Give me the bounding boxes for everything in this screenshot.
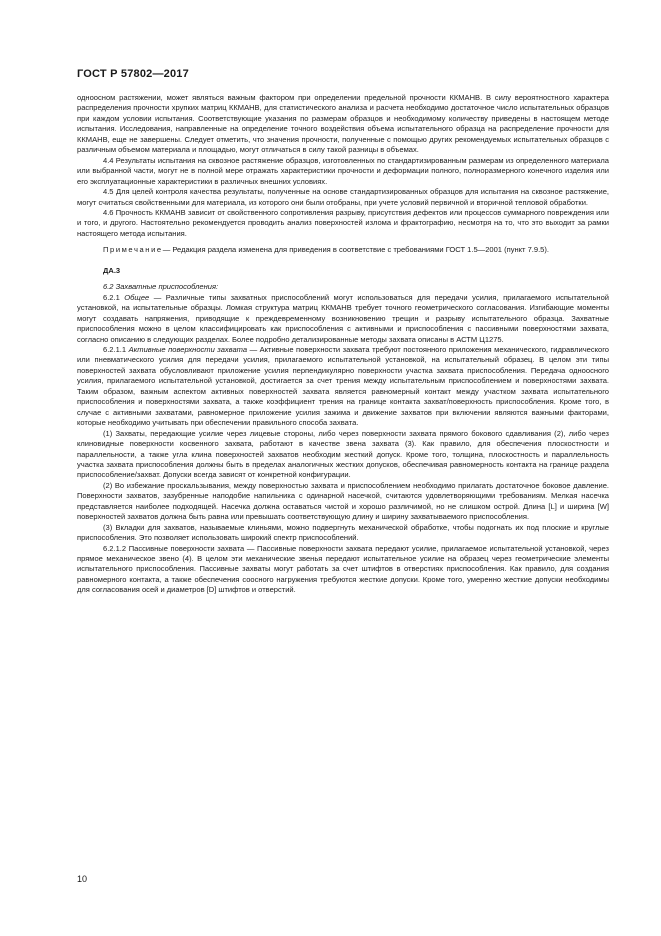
paragraph-continuation: одноосном растяжении, может являться важным фактором при определении предельной прочности ККМАНВ. В силу вероятностного характера распределения прочности хрупких матриц ККМАНВ, для статистического анализа и расчета необходимо достаточное число испытательных образцов при каждом условии испытания. Соответствующие указания по размерам образцов и необходимому количеству приведены в настоящем методе испытания. Исследования, направленные на определение точного воздействия объема испытательного образца на распределение прочности для ККМАНВ, еще не завершены. Следует отметить, что значения прочности, полученные с помощью других рекомендуемых испытательных образцов с различным объемом материала и площадью, могут отличаться в силу такой разницы в объемах.: [77, 93, 609, 155]
section-6-2-1-text: — Различные типы захватных приспособлений могут использоваться для передачи усилия, прилагаемого испытательной установкой, на испытательные образцы. Ломкая структура матриц ККМАНВ требует точного геометрического согласования. Изгибающие моменты могут создавать напряжения, приводящие к преждевременному возникновению трещин и разрыву испытательного образца. Захватные приспособления можно в целом классифицировать как приспособления с активными и приспособления с пассивными поверхностями захвата, согласно описанию в следующих разделах. Более подробно детализированные методы захвата описаны в АСТМ Ц1275.: [77, 292, 609, 344]
section-6-2-1-1: [77, 345, 609, 429]
paragraph-4-5: 4.5 Для целей контроля качества результаты, полученные на основе стандартизированных образцов для испытания на сквозное растяжение, могут считаться свойственными для материала, из которого они были отобраны, при учете условий первичной и вторичной тепловой обработки.: [77, 187, 609, 207]
section-6-2-1-number: 6.2.1: [103, 292, 120, 302]
section-6-2-1-title: Общее: [124, 292, 150, 302]
note-label: Примечание: [103, 245, 163, 255]
section-6-2-1-1-text: — Активные поверхности захвата требуют постоянного приложения механического, гидравлического или пневматического усилия для передачи усилия, прилагаемого испытательной установкой, на испытательный образец. В целом эти типы поверхностей захвата обусловливают приложение усилия перпендикулярно поверхности участка захвата приспособления. Передача одноосного усилия, прилагаемого испытательной установкой, достигается за счет трения между испытательным приспособлением и поверхностями захвата. Таким образом, важным аспектом активных поверхностей захвата является равномерный контакт между участком захвата испытательного приспособления и поверхностями захвата, а также коэффициент трения на границе контакта захват/поверхность приспособления. Кроме того, в случае с активными захватами, равномерное приложение усилия зажима и движение захватов при включении являются важными факторами, которые необходимо учитывать при обеспечении правильного способа захвата.: [77, 344, 609, 428]
note-text: — Редакция раздела изменена для приведения в соответствие с требованиями ГОСТ 1.5—2001 (пункт 7.9.5).: [162, 245, 549, 255]
note: [77, 245, 609, 255]
document-header: ГОСТ Р 57802—2017: [77, 68, 189, 80]
section-6-2-1-1-number: 6.2.1.1: [103, 344, 127, 354]
section-6-2-1: [77, 293, 609, 345]
paragraph-4-4: 4.4 Результаты испытания на сквозное растяжение образцов, изготовленных по стандартизированным размерам из определенного материала или выбранной части, могут не в полной мере отражать характеристики прочности и деформации полного, полноразмерного конечного изделия или его эксплуатационные характеристики в различных внешних условиях.: [77, 155, 609, 186]
paragraph-4-6: 4.6 Прочность ККМАНВ зависит от свойственного сопротивления разрыву, присутствия дефектов или процессов суммарного повреждения или и того, и другого. Настоятельно рекомендуется проводить анализ поверхностей излома и фрактографию, несмотря на то, что это выходит за рамки настоящего метода испытания.: [77, 207, 609, 238]
section-heading: ДА.3: [103, 265, 121, 275]
section-6-2-1-2: 6.2.1.2 Пассивные поверхности захвата — Пассивные поверхности захвата передают усилие, прилагаемое испытательной установкой, через прямое механическое звено (4). В целом эти механические звенья передают испытательное усилие на образец через геометрические элементы испытательного приспособления. Пассивные захваты могут работать за счет штифтов в отверстиях приспособления. Как правило, для создания равномерного контакта, а также обеспечения соосного нагружения требуются жесткие допуски. Кроме того, умеренно жесткие допуски необходимы для согласования осей и диаметров [D] штифтов и отверстий.: [77, 543, 609, 595]
list-item-2: (2) Во избежание проскальзывания, между поверхностью захвата и приспособлением необходимо прилагать достаточное боковое давление. Поверхности захватов, зазубренные наподобие напильника с одинарной насечкой, считаются удовлетворяющими требованиям. Мелкая насечка представляется наиболее подходящей. Насечка должна оставаться чистой и хорошо различимой, но не слишком острой. Длина [L] и ширина [W] поверхностей захватов должна быть равна или превышать соответствующую длину и ширину захватываемого приспособления.: [77, 480, 609, 522]
page-number: 10: [77, 874, 88, 884]
list-item-1: (1) Захваты, передающие усилие через лицевые стороны, либо через поверхности захвата прямого бокового сдавливания (2), либо через клиновидные поверхности косвенного захвата, работают в качестве звена захвата (3). Как правило, для обеспечения плоскостности и параллельности, а также угла клина поверхностей захватов необходим жесткий допуск. Кроме того, толщина, плоскостность и параллельность участка захвата приспособления должны быть в пределах аналогичных жестких допусков, обеспечивая равномерность контакта на границе раздела приспособление/захват. Допуски всегда зависят от конкретной конфигурации.: [77, 428, 609, 480]
section-6-2-1-1-title: Активные поверхности захвата: [128, 344, 248, 354]
section-6-2-title: 6.2 Захватные приспособления:: [103, 282, 219, 292]
document-body: [77, 93, 609, 596]
list-item-3: (3) Вкладки для захватов, называемые клиньями, можно подвергнуть механической обработке, чтобы подогнать их под плоские и круглые приспособления. Это позволяет использовать широкий спектр приспособлений.: [77, 522, 609, 543]
